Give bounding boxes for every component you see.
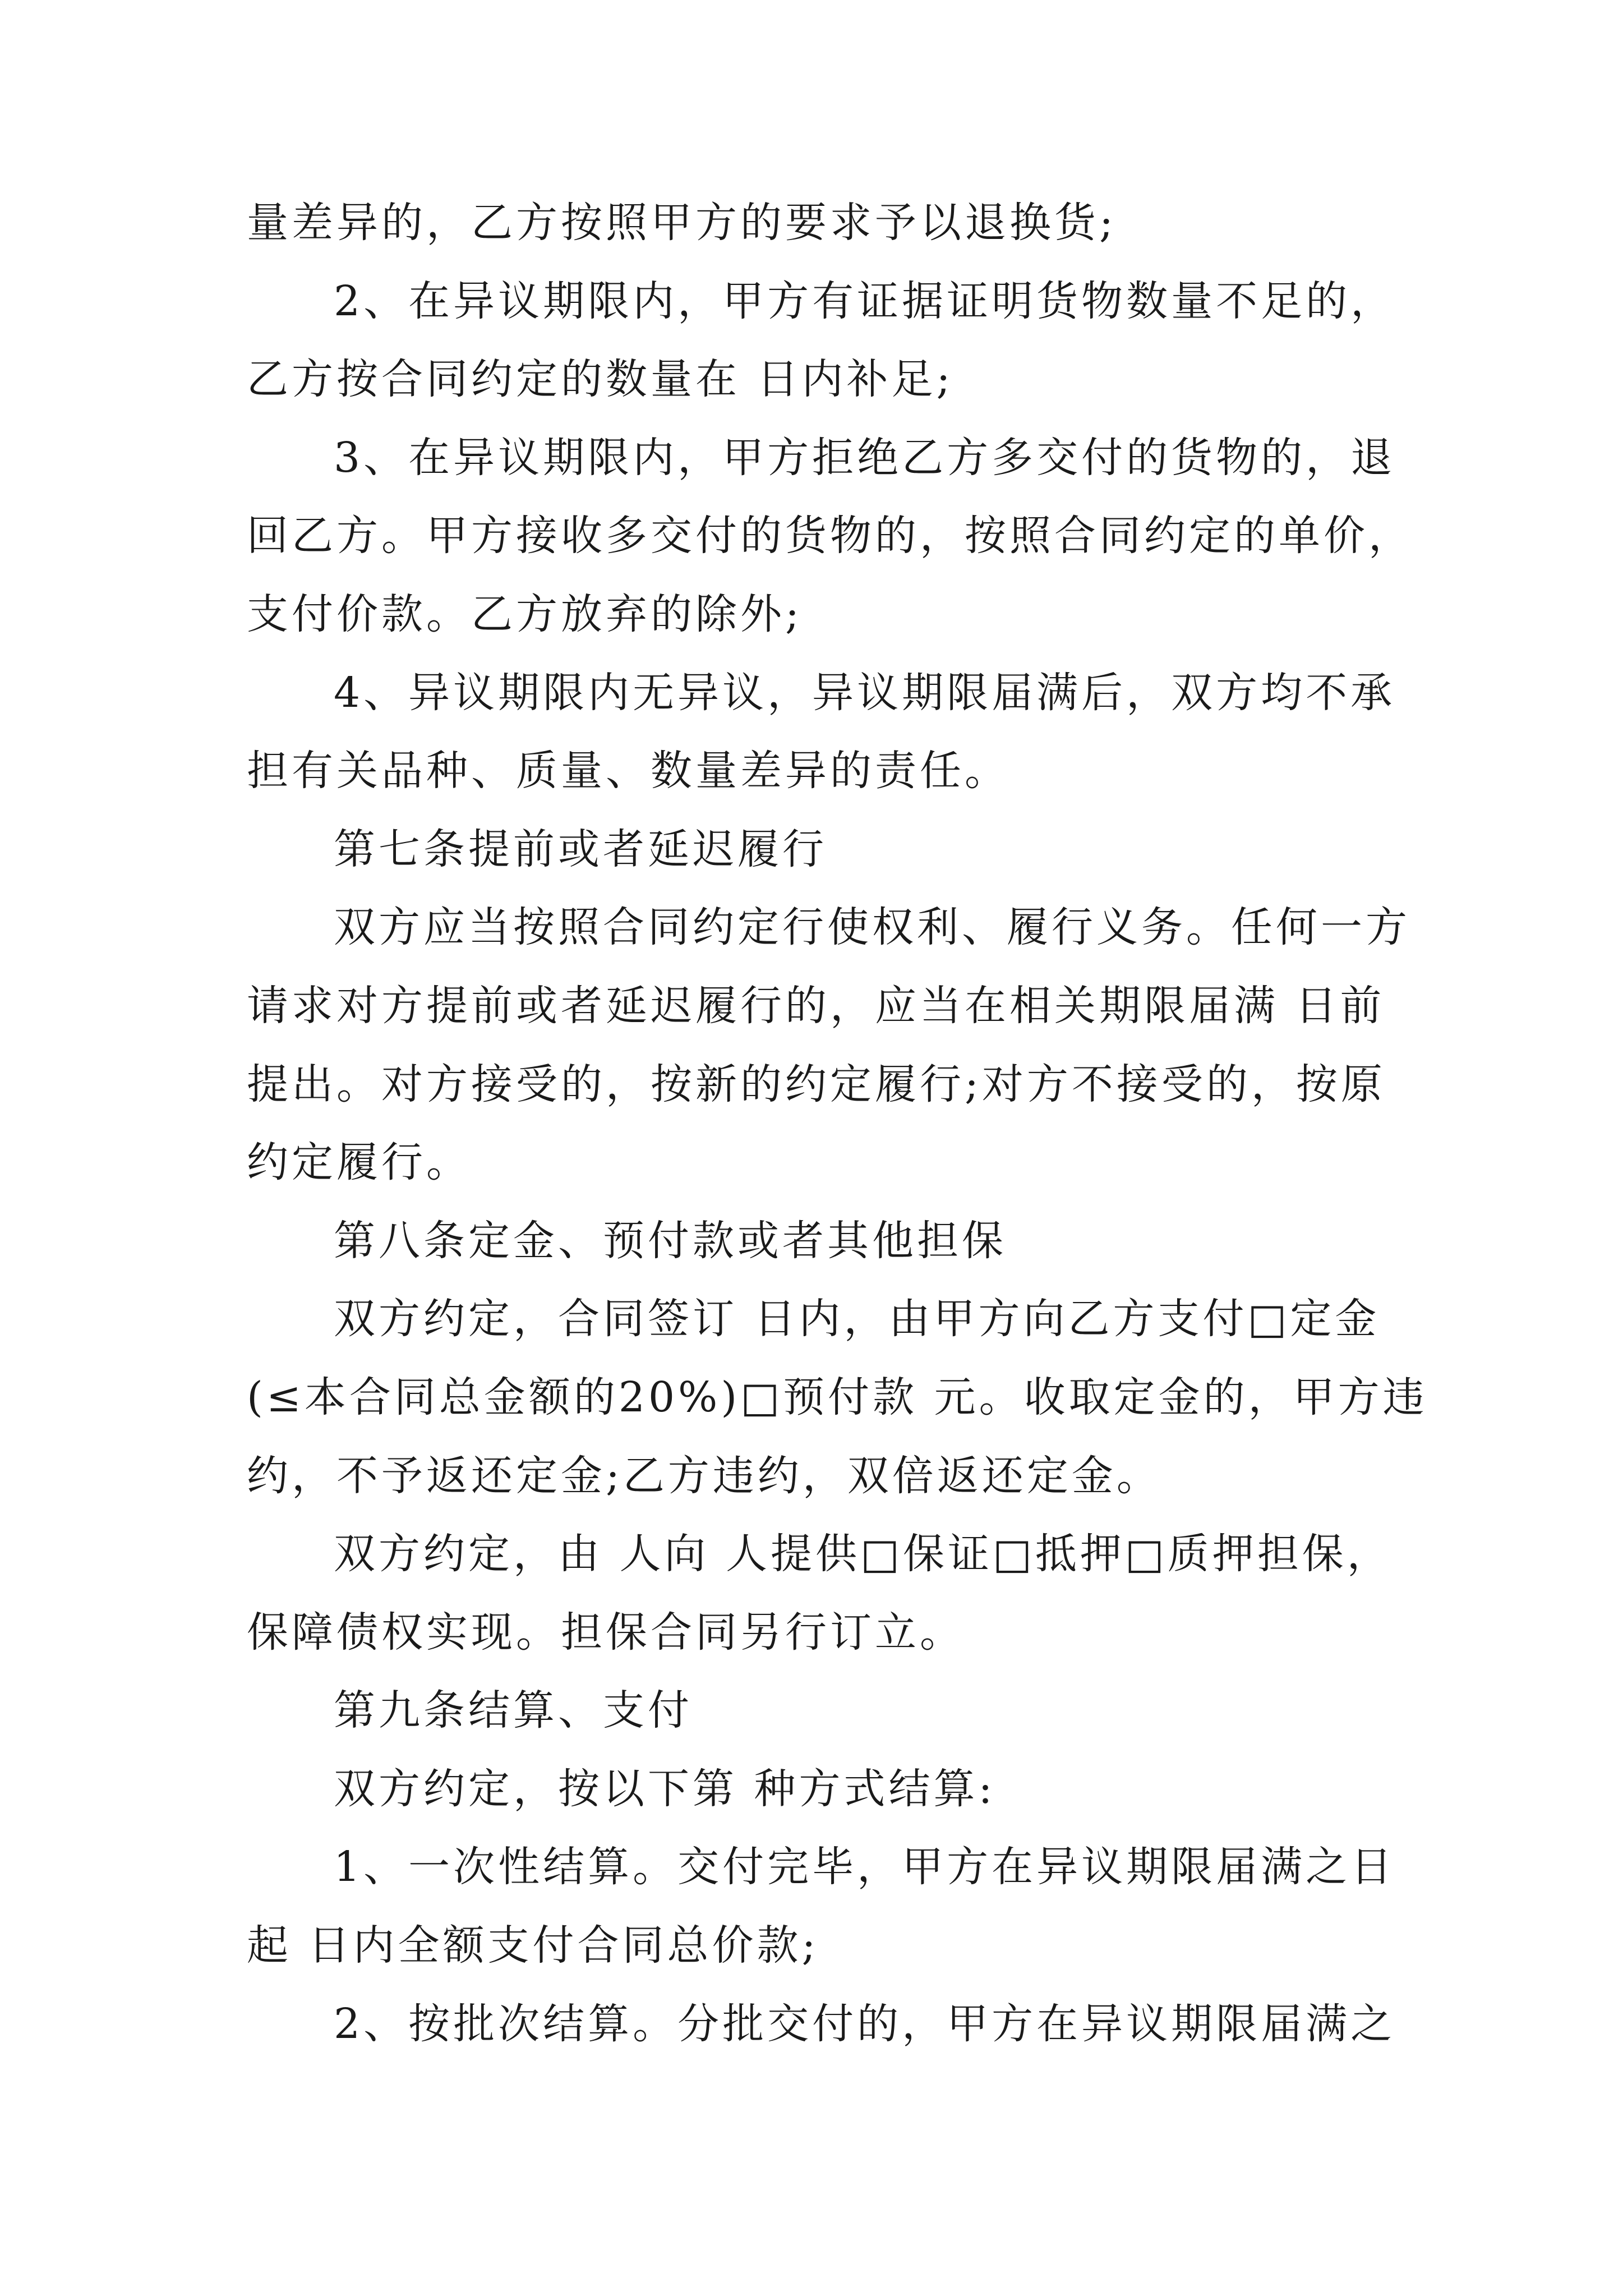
text-line: 4、异议期限内无异议，异议期限届满后，双方均不承 [334, 668, 1396, 717]
text-line: 第九条结算、支付 [334, 1686, 693, 1735]
text-line: 约定履行。 [247, 1138, 471, 1187]
text-line: 支付价款。乙方放弃的除外; [247, 590, 803, 638]
text-line: 回乙方。甲方接收多交付的货物的，按照合同约定的单价， [247, 512, 1413, 560]
text-line: 起 日内全额支付合同总价款; [247, 1921, 819, 1970]
text-line: 保障债权实现。担保合同另行订立。 [247, 1608, 965, 1657]
text-line: 3、在异议期限内，甲方拒绝乙方多交付的货物的，退 [334, 433, 1396, 482]
text-line: 双方约定，按以下第 种方式结算: [334, 1764, 996, 1813]
document-page [247, 199, 1428, 2081]
text-line: 请求对方提前或者延迟履行的，应当在相关期限届满 日前 [247, 981, 1385, 1030]
text-line: 1、一次性结算。交付完毕，甲方在异议期限届满之日 [334, 1843, 1396, 1892]
text-line: 乙方按合同约定的数量在 日内补足; [247, 355, 954, 404]
text-line: 第八条定金、预付款或者其他担保 [334, 1216, 1007, 1265]
text-line: 双方约定，由 人向 人提供□保证□抵押□质押担保， [334, 1530, 1392, 1579]
text-line: 2、按批次结算。分批交付的，甲方在异议期限届满之 [334, 1999, 1396, 2048]
text-line: 约，不予返还定金;乙方违约，双倍返还定金。 [247, 1451, 1161, 1500]
text-line: 双方约定，合同签订 日内，由甲方向乙方支付□定金 [334, 1295, 1380, 1343]
text-line: 量差异的，乙方按照甲方的要求予以退换货; [247, 199, 1117, 247]
text-line: 双方应当按照合同约定行使权利、履行义务。任何一方 [334, 903, 1410, 952]
text-line: 提出。对方接受的，按新的约定履行;对方不接受的，按原 [247, 1060, 1386, 1108]
text-line: 第七条提前或者延迟履行 [334, 825, 827, 873]
text-line: (≤本合同总金额的20%)□预付款 元。收取定金的，甲方违 [247, 1373, 1428, 1421]
text-line: 担有关品种、质量、数量差异的责任。 [247, 747, 1009, 795]
text-line: 2、在异议期限内，甲方有证据证明货物数量不足的， [334, 277, 1396, 325]
